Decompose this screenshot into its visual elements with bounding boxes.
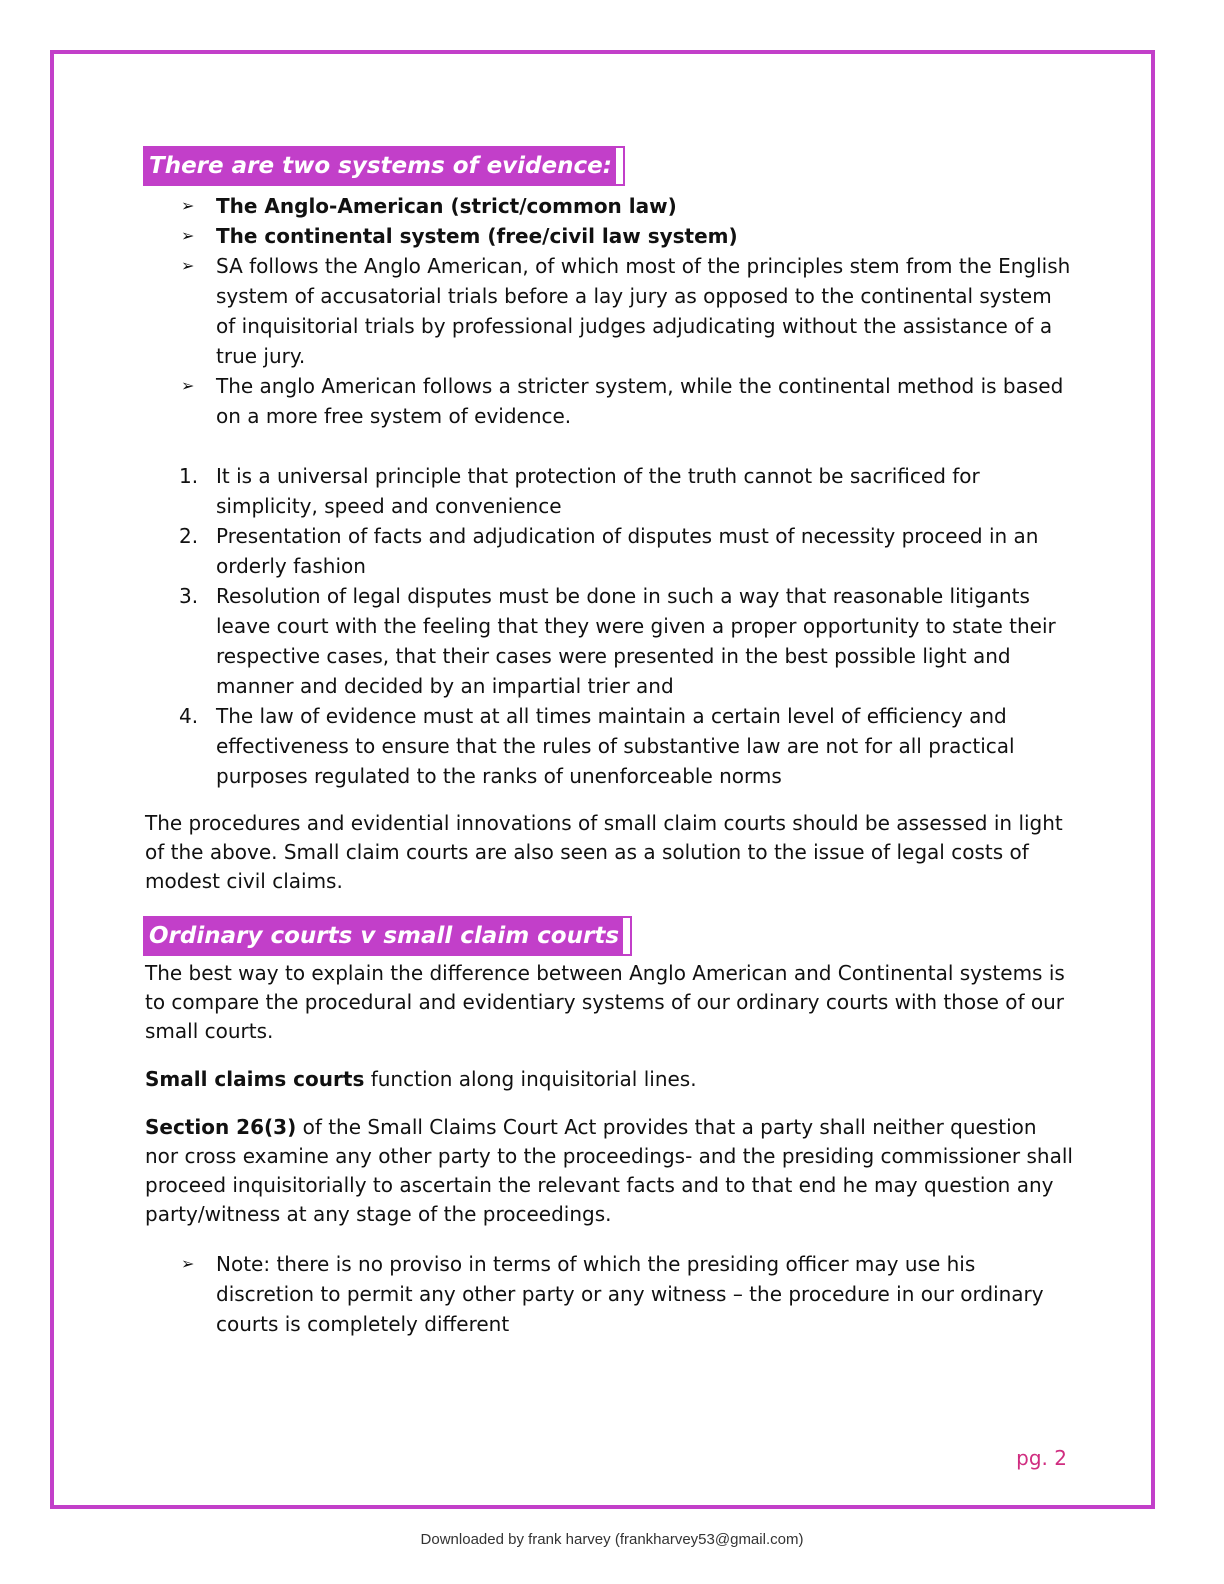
list-item: ➢ The anglo American follows a stricter system, while the continental method is based on a more free system of evidence. — [145, 371, 1075, 431]
arrow-bullet-icon: ➢ — [181, 376, 195, 395]
section-26-paragraph: Section 26(3) of the Small Claims Court Act provides that a party shall neither question nor cross examine any other party to the proceedings- and the presiding commissioner shall proceed inquisitorially to ascertain the relevant facts and to that end he may question any party/witness at any stage of the proceedings. — [145, 1115, 1073, 1226]
note-bullet-list — [145, 1249, 1075, 1339]
list-item: 3. Resolution of legal disputes must be done in such a way that reasonable litigants leave court with the feeling that they were given a proper opportunity to state their respective cases, that their cases were presented in the best possible light and manner and decided by an impartial trier and — [179, 584, 1056, 698]
arrow-bullet-icon: ➢ — [181, 196, 195, 215]
list-item: 2. Presentation of facts and adjudication of disputes must of necessity proceed in an orderly fashion — [179, 524, 1039, 578]
list-item: ➢ SA follows the Anglo American, of which most of the principles stem from the English system of accusatorial trials before a lay jury as opposed to the continental system of inquisitorial trials by professional judges adjudicating without the assistance of a true jury. — [145, 251, 1075, 371]
list-item: ➢ The Anglo-American (strict/common law) — [145, 191, 1075, 221]
list-item: ➢ Note: there is no proviso in terms of which the presiding officer may use his discretion to permit any other party or any witness – the procedure in our ordinary courts is completely different — [145, 1249, 1075, 1339]
list-item: 1. It is a universal principle that protection of the truth cannot be sacrificed for simplicity, speed and convenience — [179, 464, 980, 518]
download-footer: Downloaded by frank harvey (frankharvey53@gmail.com) — [420, 1531, 804, 1548]
arrow-bullet-icon: ➢ — [181, 1254, 195, 1273]
principles-numbered-list — [145, 461, 1075, 791]
page-content — [145, 145, 1075, 1339]
small-claims-assessment-paragraph: The procedures and evidential innovations of small claim courts should be assessed in light of the above. Small claim courts are also seen as a solution to the issue of legal costs of modest civil claims. — [145, 811, 1063, 893]
list-item: ➢ The continental system (free/civil law system) — [145, 221, 1075, 251]
section-heading-evidence-systems: There are two systems of evidence: — [145, 148, 623, 184]
inquisitorial-paragraph: Small claims courts function along inquisitorial lines. — [145, 1067, 697, 1091]
systems-bullet-list — [145, 191, 1075, 431]
arrow-bullet-icon: ➢ — [181, 256, 195, 275]
section-heading-ordinary-vs-small: Ordinary courts v small claim courts — [145, 918, 630, 954]
comparison-paragraph: The best way to explain the difference between Anglo American and Continental systems is to compare the procedural and evidentiary systems of our ordinary courts with those of our small courts. — [145, 961, 1065, 1043]
list-item: 4. The law of evidence must at all times maintain a certain level of efficiency and effectiveness to ensure that the rules of substantive law are not for all practical purposes regulated to the ranks of unenforceable norms — [179, 704, 1015, 788]
page-number: pg. 2 — [1016, 1446, 1067, 1470]
arrow-bullet-icon: ➢ — [181, 226, 195, 245]
